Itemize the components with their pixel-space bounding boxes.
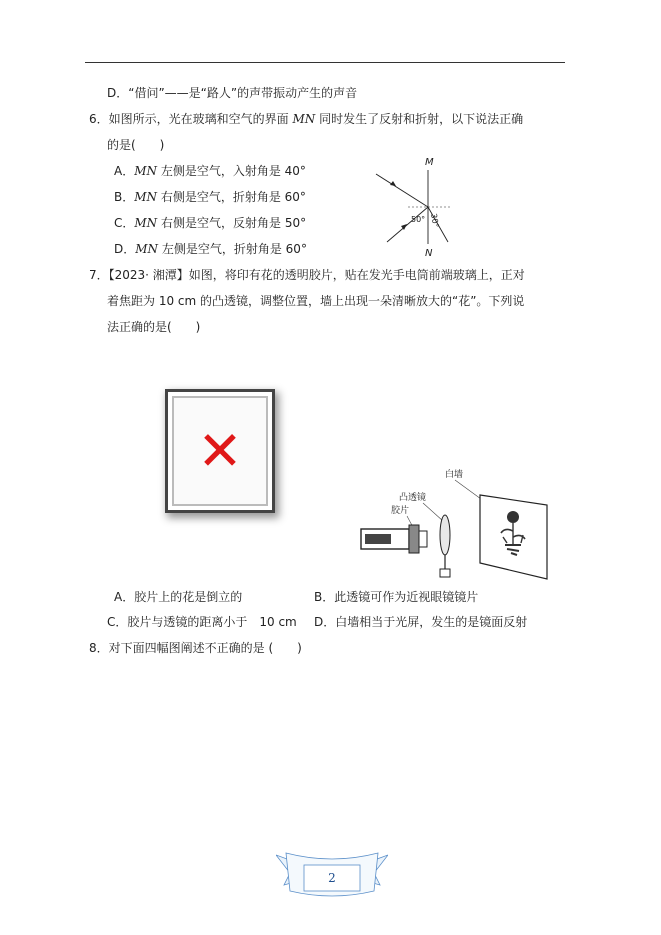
q6-option-d-text: 左侧是空气，折射角是 60° — [158, 242, 307, 256]
q6-option-b-letter: B． — [114, 190, 135, 204]
q8-stem: 8．对下面四幅图阐述不正确的是 ( ) — [89, 641, 302, 655]
q7-convex-lens — [440, 515, 450, 577]
q6-option-b-text: 右侧是空气，折射角是 60° — [157, 190, 306, 204]
q7-flashlight — [361, 525, 427, 553]
q7-option-b: B．此透镜可作为近视眼镜镜片 — [314, 590, 479, 604]
broken-image-placeholder — [168, 392, 272, 510]
q6-label-m: M — [425, 157, 434, 168]
q7-option-d: D．白墙相当于光屏，发生的是镜面反射 — [314, 615, 528, 629]
q6-stem — [89, 111, 523, 127]
q6-light-diagram — [370, 152, 460, 260]
q6-angle-30: 30° — [429, 212, 441, 229]
q6-option-d — [114, 241, 307, 257]
page-number-ribbon — [276, 851, 388, 897]
q7-lens-diagram — [355, 465, 555, 583]
q7-option-c: C．胶片与透镜的距离小于 10 cm — [107, 615, 297, 629]
q7-label-film: 胶片 — [391, 506, 410, 516]
q6-angle-50: 50° — [411, 215, 426, 224]
q7-option-a: A．胶片上的花是倒立的 — [114, 590, 243, 604]
q6-label-n: N — [425, 248, 433, 259]
q6-option-b — [114, 189, 306, 205]
q6-option-b-mn: MN — [134, 190, 158, 204]
q6-option-c-text: 右侧是空气，反射角是 50° — [157, 216, 307, 230]
q5-option-d: D．“借问”——是“路人”的声带振动产生的声音 — [107, 86, 358, 100]
q6-option-c-mn: MN — [134, 216, 158, 230]
q6-number: 6． — [89, 112, 109, 126]
q7-stem-line2: 着焦距为 10 cm 的凸透镜，调整位置，墙上出现一朵清晰放大的“花”。下列说 — [107, 294, 525, 308]
q6-stem-mn: MN — [292, 112, 316, 126]
q7-label-lens: 凸透镜 — [399, 493, 427, 503]
q6-option-d-mn: MN — [135, 242, 159, 256]
q6-option-a-text: 左侧是空气，入射角是 40° — [157, 164, 306, 178]
page-number: 2 — [328, 871, 336, 885]
q6-ray-upper — [376, 174, 428, 207]
broken-image-x-icon: ✕ — [197, 419, 243, 483]
q6-option-a-mn: MN — [134, 164, 158, 178]
q6-option-a-letter: A． — [114, 164, 135, 178]
q6-stem-line2: 的是( ) — [107, 138, 165, 152]
q7-white-wall — [480, 495, 547, 579]
q6-option-d-letter: D． — [114, 242, 136, 256]
header-rule — [85, 62, 565, 63]
q6-option-c — [114, 215, 306, 231]
q6-stem-pre: 如图所示，光在玻璃和空气的界面 — [108, 112, 293, 126]
q6-option-a — [114, 163, 306, 179]
q6-stem-post: 同时发生了反射和折射，以下说法正确 — [315, 112, 524, 126]
q7-stem-line3: 法正确的是( ) — [107, 320, 201, 334]
q7-stem-line1: 7．【2023· 湘潭】如图，将印有花的透明胶片，贴在发光手电筒前端玻璃上，正对 — [89, 268, 525, 282]
q7-label-wall: 白墙 — [445, 470, 464, 480]
q6-ray-lower — [387, 207, 428, 242]
q6-option-c-letter: C． — [114, 216, 135, 230]
